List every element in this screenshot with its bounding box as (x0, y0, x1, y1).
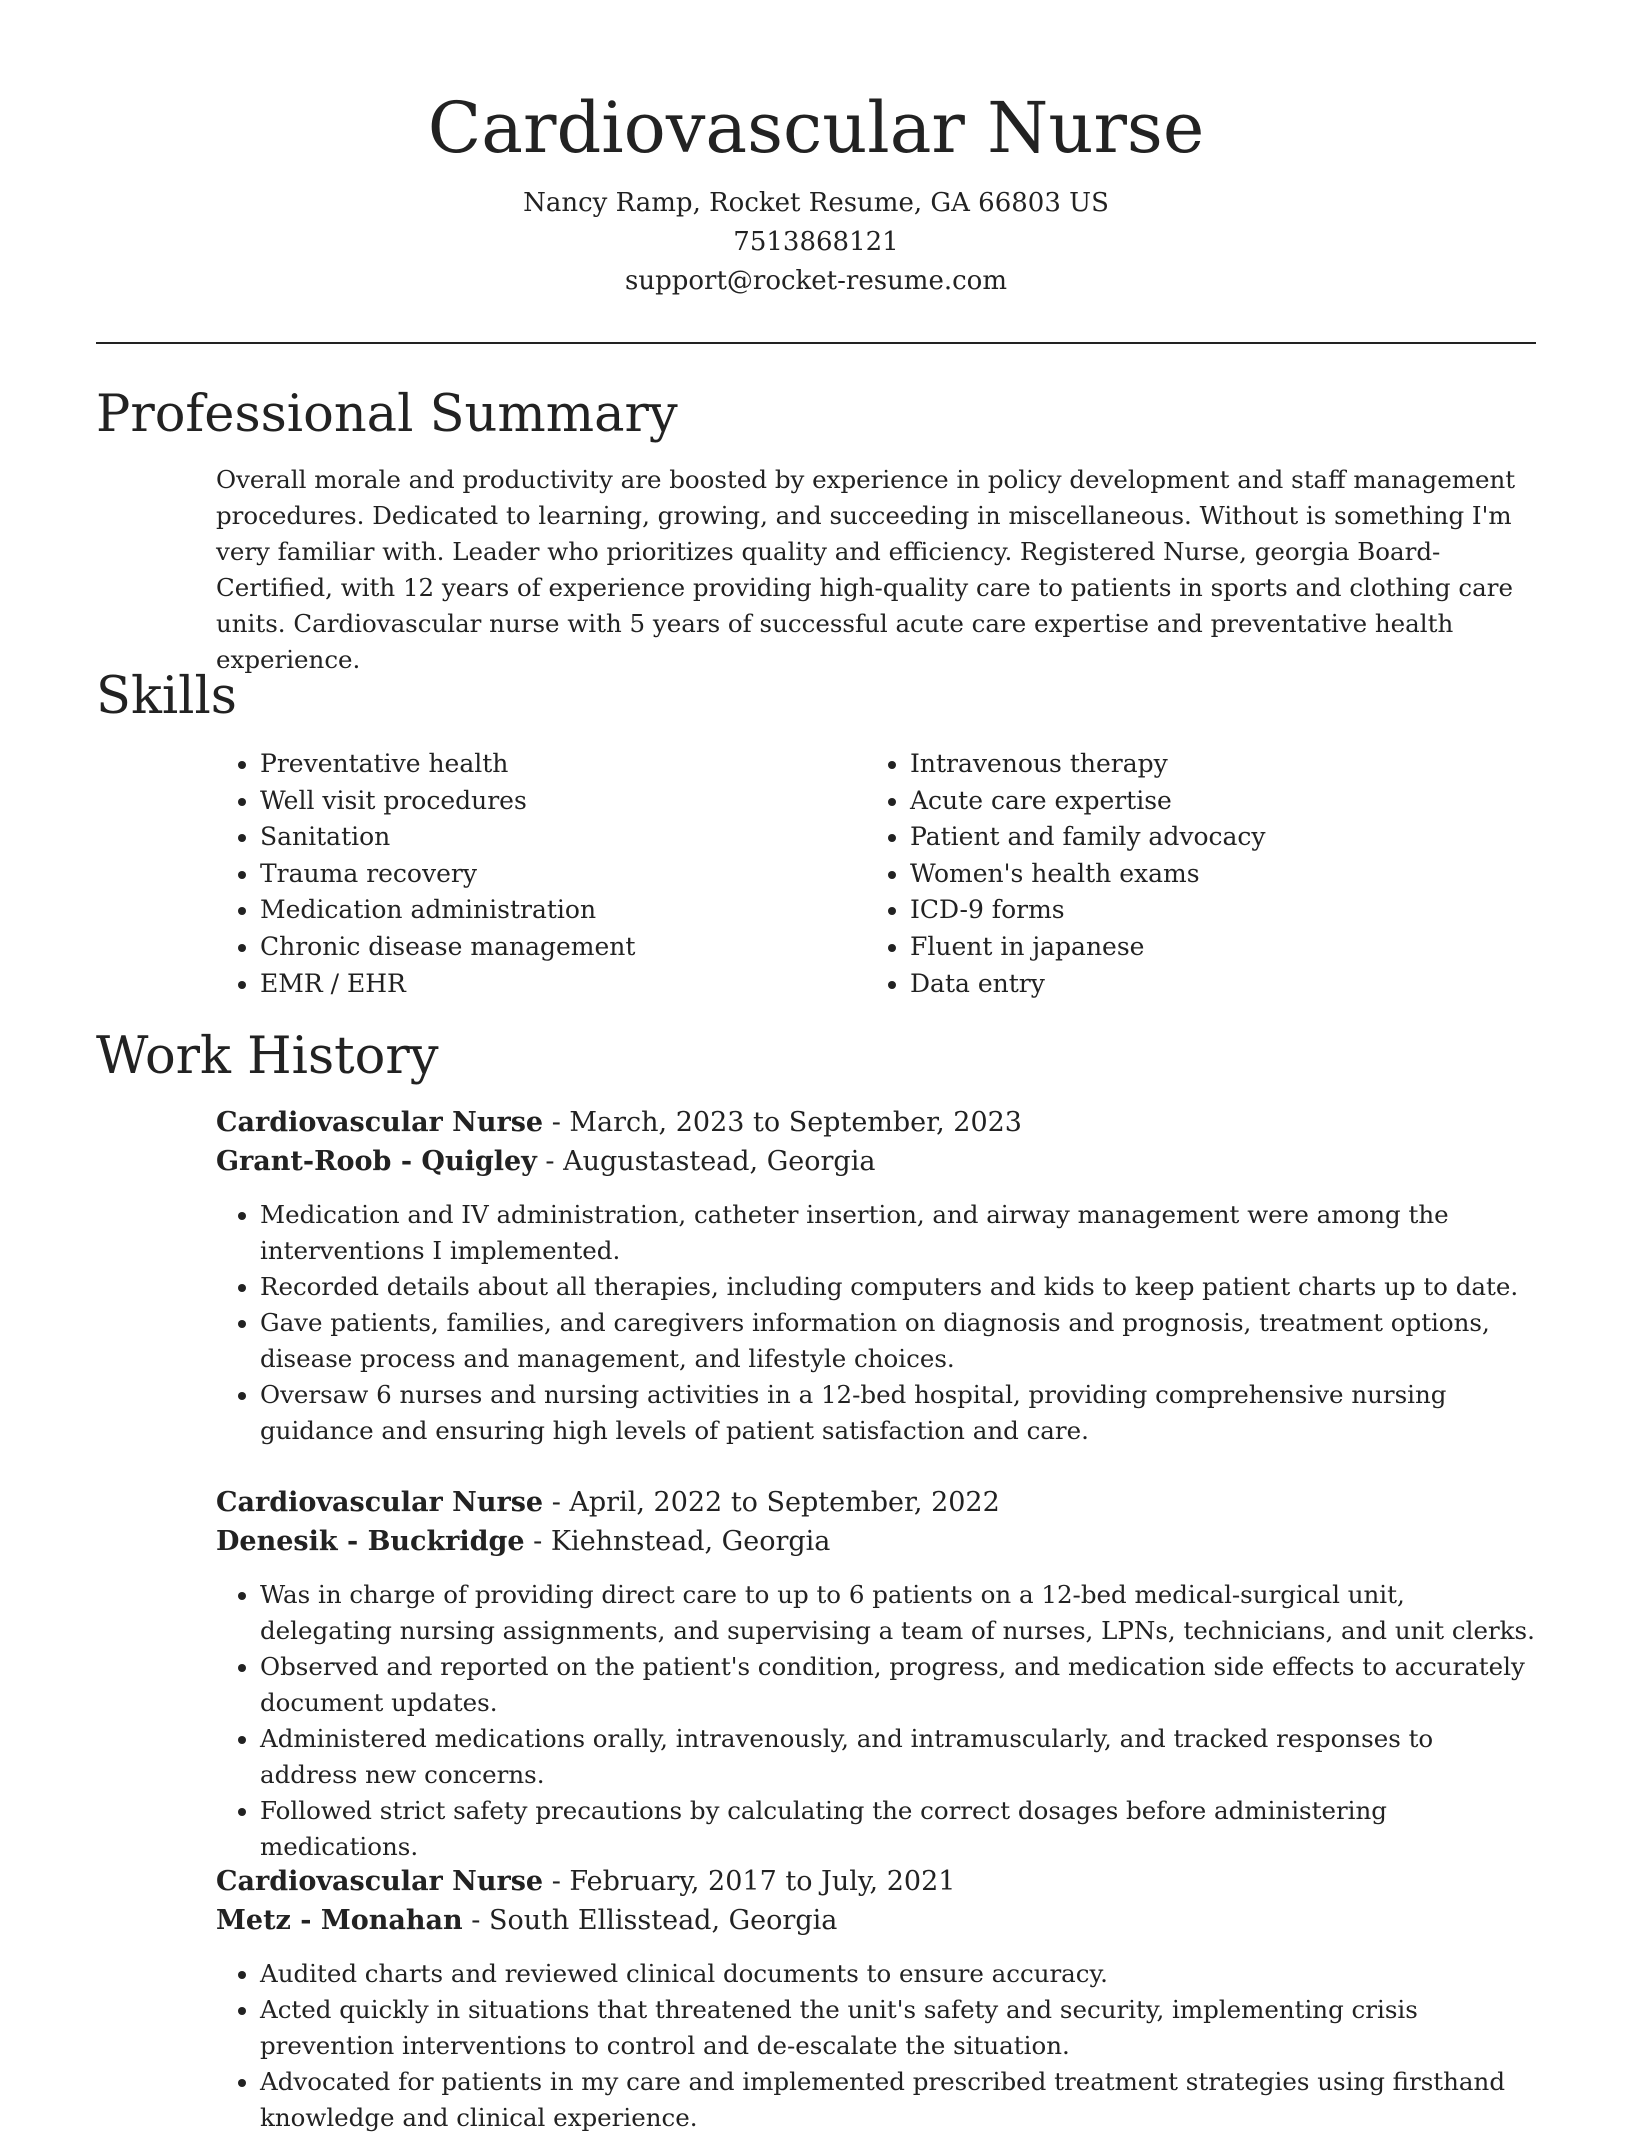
skills-heading: Skills (96, 667, 237, 726)
job-title: Cardiovascular Nurse (216, 1866, 544, 1897)
header-divider (96, 342, 1536, 344)
skill-item: • Medication administration (260, 892, 860, 929)
skill-item: • Acute care expertise (910, 783, 1550, 820)
job-dates: - April, 2022 to September, 2022 (543, 1487, 1000, 1518)
contact-phone: 7513868121 (733, 227, 899, 257)
job-entry (216, 1862, 1536, 2136)
work-history-heading: Work History (96, 1027, 439, 1086)
skill-item: • Well visit procedures (260, 783, 860, 820)
job-location: - Augustastead, Georgia (536, 1146, 876, 1177)
job-employer-line (216, 1142, 1536, 1181)
skill-item: • EMR / EHR (260, 966, 860, 1003)
job-entry (216, 1103, 1536, 1449)
skill-item: • Preventative health (260, 746, 860, 783)
job-bullet: • Was in charge of providing direct care to up to 6 patients on a 12-bed medical-surgical unit, delegating nursing assignments, and supervising a team of nurses, LPNs, technicians, and unit clerks. (260, 1577, 1536, 1649)
skill-item: • Fluent in japanese (910, 929, 1550, 966)
job-bullet: • Observed and reported on the patient's condition, progress, and medication side effects to accurately document updates. (260, 1649, 1536, 1721)
skill-item: • Trauma recovery (260, 856, 860, 893)
job-title: Cardiovascular Nurse (216, 1107, 544, 1138)
skill-item: • Data entry (910, 966, 1550, 1003)
job-location: - South Ellisstead, Georgia (462, 1905, 838, 1936)
job-bullet: • Oversaw 6 nurses and nursing activities in a 12-bed hospital, providing comprehensive nursing guidance and ensuring high levels of patient satisfaction and care. (260, 1377, 1536, 1449)
skill-item: • Intravenous therapy (910, 746, 1550, 783)
skills-list-left (216, 746, 860, 1002)
job-employer: Metz - Monahan (216, 1905, 463, 1936)
job-title: Cardiovascular Nurse (216, 1487, 544, 1518)
skill-item: • Chronic disease management (260, 929, 860, 966)
job-employer-line (216, 1901, 1536, 1940)
job-bullet: • Recorded details about all therapies, including computers and kids to keep patient charts up to date. (260, 1269, 1536, 1305)
job-bullet: • Medication and IV administration, catheter insertion, and airway management were among the interventions I implemented. (260, 1197, 1536, 1269)
job-bullet: • Advocated for patients in my care and implemented prescribed treatment strategies using firsthand knowledge and clinical experience. (260, 2064, 1536, 2136)
skill-item: • Sanitation (260, 819, 860, 856)
job-bullet: • Administered medications orally, intravenously, and intramuscularly, and tracked responses to address new concerns. (260, 1721, 1536, 1793)
job-bullets (216, 1197, 1536, 1449)
skill-item: • Women's health exams (910, 856, 1550, 893)
job-bullet: • Gave patients, families, and caregivers information on diagnosis and prognosis, treatment options, disease process and management, and lifestyle choices. (260, 1305, 1536, 1377)
job-location: - Kiehnstead, Georgia (524, 1526, 831, 1557)
skill-item: • Patient and family advocacy (910, 819, 1550, 856)
job-employer: Denesik - Buckridge (216, 1526, 525, 1557)
job-bullet: • Audited charts and reviewed clinical documents to ensure accuracy. (260, 1956, 1536, 1992)
job-title-line (216, 1103, 1536, 1142)
job-bullet: • Acted quickly in situations that threatened the unit's safety and security, implementing crisis prevention interventions to control and de-escalate the situation. (260, 1992, 1536, 2064)
contact-email: support@rocket-resume.com (624, 266, 1007, 296)
resume-title: Cardiovascular Nurse (427, 87, 1205, 169)
contact-block (0, 184, 1632, 301)
job-title-line (216, 1862, 1536, 1901)
resume-header (0, 80, 1632, 301)
summary-text: Overall morale and productivity are boosted by experience in policy development and staff management procedures. Dedicated to learning, growing, and succeeding in miscellaneous. Without is something I'm very familiar with. Leader who prioritizes quality and efficiency. Registered Nurse, georgia Board-Certified, with 12 years of experience providing high-quality care to patients in sports and clothing care units. Cardiovascular nurse with 5 years of successful acute care expertise and preventative health experience. (216, 465, 1516, 674)
job-employer-line (216, 1522, 1536, 1561)
summary-heading: Professional Summary (96, 385, 678, 444)
skill-item: • ICD-9 forms (910, 892, 1550, 929)
job-dates: - March, 2023 to September, 2023 (543, 1107, 1022, 1138)
job-entry (216, 1483, 1536, 1865)
job-bullets (216, 1956, 1536, 2136)
contact-address: Nancy Ramp, Rocket Resume, GA 66803 US (523, 188, 1109, 218)
job-employer: Grant-Roob - Quigley (216, 1146, 537, 1177)
job-bullet: • Followed strict safety precautions by calculating the correct dosages before administering medications. (260, 1793, 1536, 1865)
job-title-line (216, 1483, 1536, 1522)
job-bullets (216, 1577, 1536, 1865)
job-dates: - February, 2017 to July, 2021 (543, 1866, 956, 1897)
skills-list-right (866, 746, 1550, 1002)
